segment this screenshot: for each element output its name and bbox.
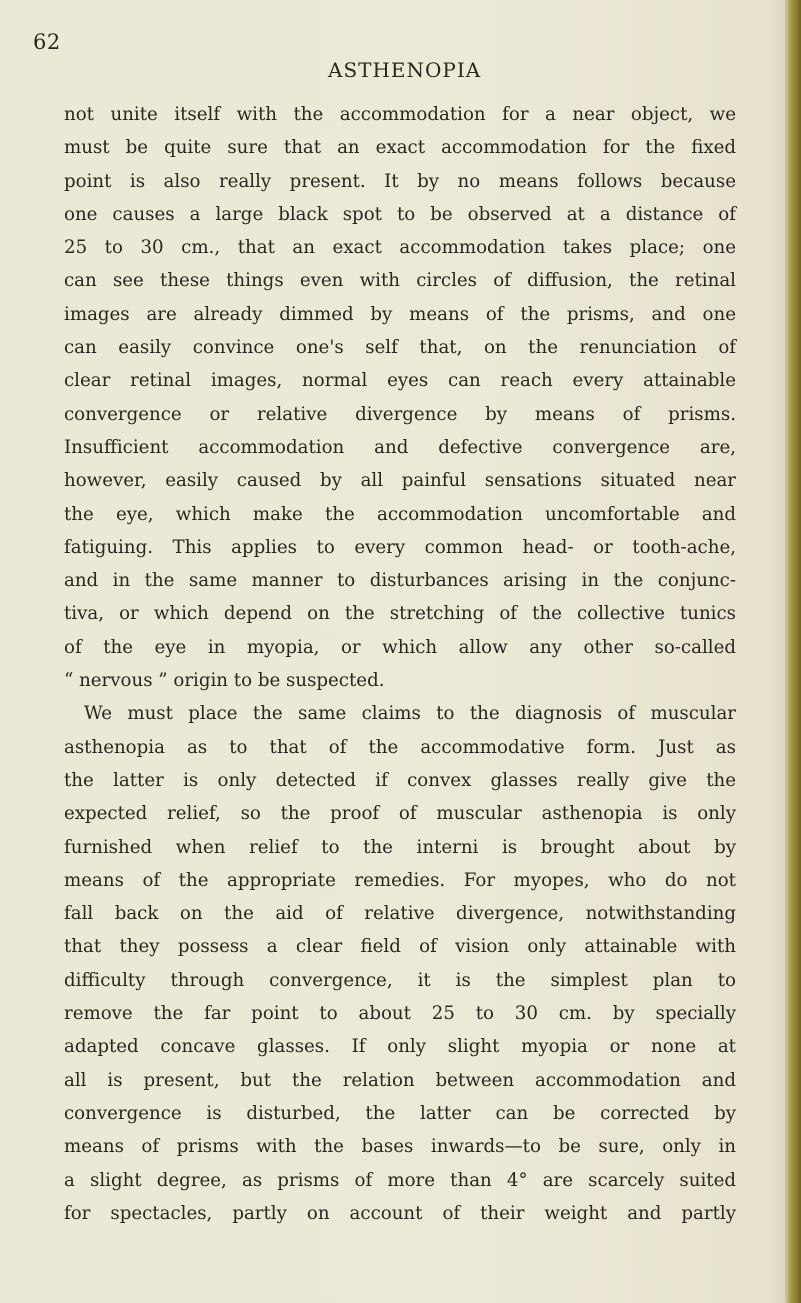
text-line: the latter is only detected if convex glasses really give the [64, 769, 736, 791]
text-line: remove the far point to about 25 to 30 cm. by specially [64, 1003, 736, 1025]
text-line: convergence is disturbed, the latter can be corrected by [64, 1102, 736, 1124]
text-line: can easily convince one's self that, on the renunciation of [64, 337, 736, 359]
text-line: and in the same manner to disturbances arising in the conjunc- [64, 570, 736, 592]
body-text [64, 98, 736, 1230]
text-line: point is also really present. It by no means follows because [64, 170, 736, 192]
text-line: asthenopia as to that of the accommodative form. Just as [64, 736, 736, 758]
text-line: that they possess a clear field of vision only attainable with [64, 936, 736, 958]
text-line: images are already dimmed by means of the prisms, and one [64, 303, 736, 325]
text-line: tiva, or which depend on the stretching of the collective tunics [64, 603, 736, 625]
text-line: all is present, but the relation between accommodation and [64, 1069, 736, 1091]
text-line: “ nervous ” origin to be suspected. [64, 670, 385, 692]
running-head: ASTHENOPIA [328, 58, 482, 82]
text-line: one causes a large black spot to be observed at a distance of [64, 203, 736, 225]
text-line: means of the appropriate remedies. For myopes, who do not [64, 869, 736, 891]
text-line: We must place the same claims to the diagnosis of muscular [84, 703, 736, 725]
text-line: Insufficient accommodation and defective convergence are, [64, 436, 736, 458]
text-line: of the eye in myopia, or which allow any other so-called [64, 636, 736, 658]
text-line: adapted concave glasses. If only slight myopia or none at [64, 1036, 736, 1058]
text-line: not unite itself with the accommodation for a near object, we [64, 104, 736, 125]
text-line: must be quite sure that an exact accommodation for the fixed [64, 137, 736, 159]
text-line: clear retinal images, normal eyes can reach every attainable [64, 370, 736, 392]
text-line: the eye, which make the accommodation uncomfortable and [64, 503, 736, 525]
text-line: fall back on the aid of relative divergence, notwithstanding [64, 903, 736, 925]
text-line: fatiguing. This applies to every common head- or tooth-ache, [64, 536, 736, 558]
text-line: a slight degree, as prisms of more than 4° are scarcely suited [64, 1169, 736, 1191]
text-line: 25 to 30 cm., that an exact accommodation takes place; one [64, 237, 736, 259]
text-line: means of prisms with the bases inwards—to be sure, only in [64, 1136, 736, 1158]
text-line: difficulty through convergence, it is the simplest plan to [64, 969, 736, 991]
page-number: 62 [33, 30, 61, 54]
page-edge-binding [785, 0, 801, 1303]
text-line: for spectacles, partly on account of their weight and partly [64, 1202, 736, 1224]
text-line: however, easily caused by all painful sensations situated near [64, 470, 736, 492]
text-line: furnished when relief to the interni is brought about by [64, 836, 736, 858]
text-line: can see these things even with circles of diffusion, the retinal [64, 270, 736, 292]
text-line: expected relief, so the proof of muscular asthenopia is only [64, 803, 736, 825]
text-line: convergence or relative divergence by means of prisms. [64, 403, 736, 425]
